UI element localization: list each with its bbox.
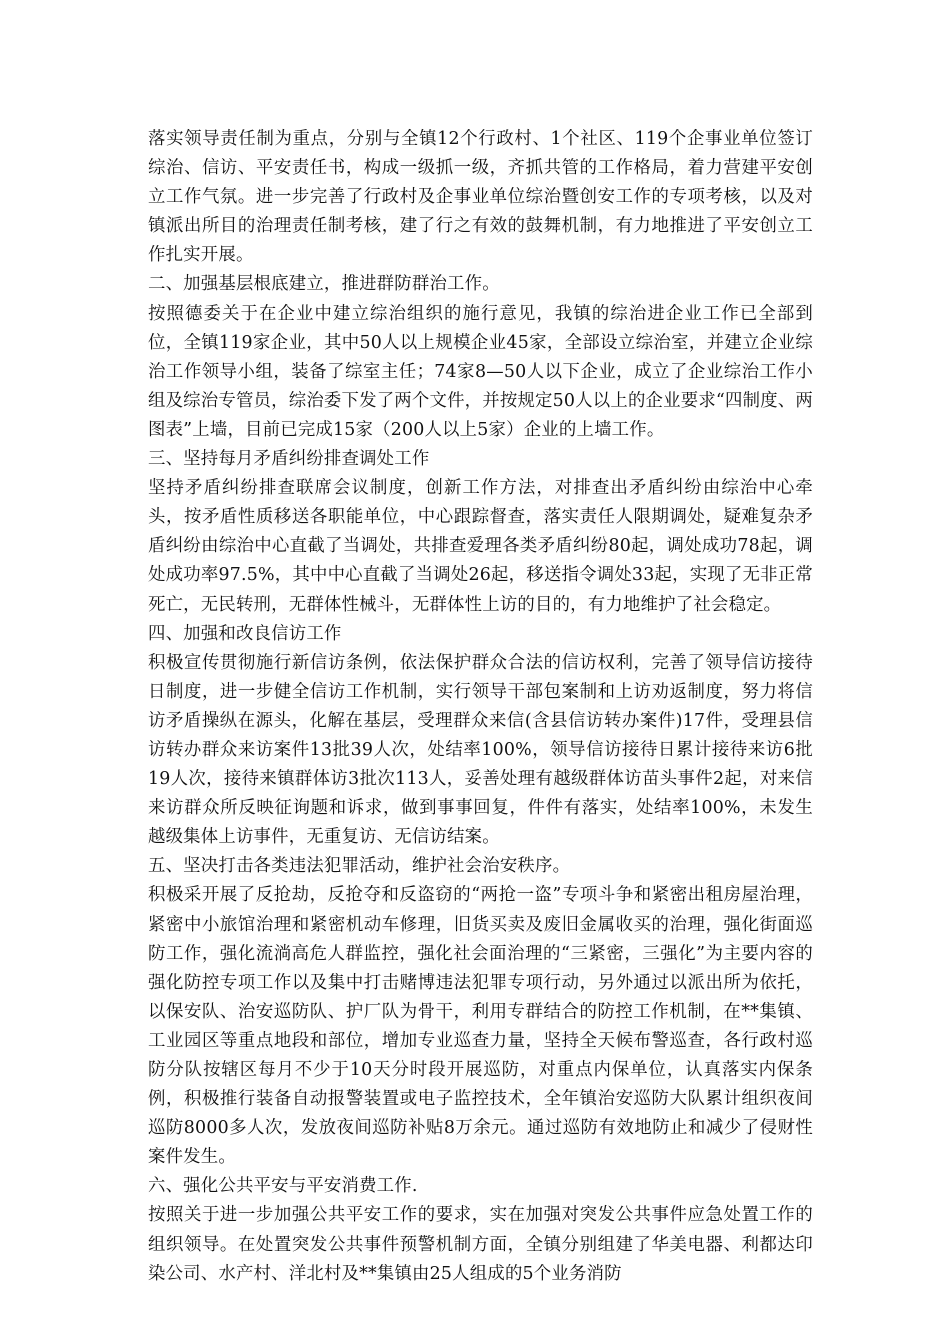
paragraph-responsibility: 落实领导责任制为重点，分别与全镇12个行政村、1个社区、119个企事业单位签订综治、信访、平安责任书，构成一级抓一级，齐抓共管的工作格局，着力营建平安创立工作气氛。进一步完善了行政村及企事业单位综治暨创安工作的专项考核，以及对镇派出所目的治理责任制考核，建了行之有效的鼓舞机制，有力地推进了平安创立工作扎实开展。 [148, 129, 813, 266]
section-heading-6: 六、强化公共平安与平安消费工作. [148, 1176, 418, 1197]
section-heading-5: 五、坚决打击各类违法犯罪活动，维护社会治安秩序。 [148, 856, 571, 877]
section-heading-4: 四、加强和改良信访工作 [148, 623, 342, 644]
paragraph-public-safety: 按照关于进一步加强公共平安工作的要求，实在加强对突发公共事件应急处置工作的组织领导。在处置突发公共事件预警机制方面，全镇分别组建了华美电器、利都达印染公司、水产村、洋北村及**集镇由25人组成的5个业务消防 [148, 1205, 813, 1284]
document-page [148, 125, 813, 1289]
section-heading-2: 二、加强基层根底建立，推进群防群治工作。 [148, 274, 500, 295]
paragraph-petition-work: 积极宣传贯彻施行新信访条例，依法保护群众合法的信访权利，完善了领导信访接待日制度，进一步健全信访工作机制，实行领导干部包案制和上访劝返制度，努力将信访矛盾操纵在源头，化解在基层，受理群众来信(含县信访转办案件)17件，受理县信访转办群众来访案件13批39人次，处结率100%，领导信访接待日累计接待来访6批19人次，接待来镇群体访3批次113人，妥善处理有越级群体访苗头事件2起，对来信来访群众所反映征询题和诉求，做到事事回复，件件有落实，处结率100%，未发生越级集体上访事件，无重复访、无信访结案。 [148, 652, 813, 848]
paragraph-dispute-resolution: 坚持矛盾纠纷排查联席会议制度，创新工作方法，对排查出矛盾纠纷由综治中心牵头，按矛盾性质移送各职能单位，中心跟踪督查，落实责任人限期调处，疑难复杂矛盾纠纷由综治中心直截了当调处，共排查爱理各类矛盾纠纷80起，调处成功78起，调处成功率97.5%，其中中心直截了当调处26起，移送指令调处33起，实现了无非正常死亡，无民转刑，无群体性械斗，无群体性上访的目的，有力地维护了社会稳定。 [148, 478, 813, 615]
paragraph-enterprise-safety: 按照德委关于在企业中建立综治组织的施行意见，我镇的综治进企业工作已全部到位，全镇119家企业，其中50人以上规模企业45家，全部设立综治室，并建立企业综治工作领导小组，装备了综室主任；74家8—50人以下企业，成立了企业综治工作小组及综治专管员，综治委下发了两个文件，并按规定50人以上的企业要求“四制度、两图表”上墙，目前已完成15家（200人以上5家）企业的上墙工作。 [148, 303, 813, 440]
section-heading-3: 三、坚持每月矛盾纠纷排查调处工作 [148, 449, 430, 470]
paragraph-crime-crackdown: 积极采开展了反抢劫，反抢夺和反盗窃的“两抢一盗”专项斗争和紧密出租房屋治理，紧密中小旅馆治理和紧密机动车修理，旧货买卖及废旧金属收买的治理，强化街面巡防工作，强化流淌高危人群监控，强化社会面治理的“三紧密，三强化”为主要内容的强化防控专项工作以及集中打击赌博违法犯罪专项行动，另外通过以派出所为依托，以保安队、治安巡防队、护厂队为骨干，利用专群结合的防控工作机制，在**集镇、工业园区等重点地段和部位，增加专业巡查力量，坚持全天候布警巡查，各行政村巡防分队按辖区每月不少于10天分时段开展巡防，对重点内保单位，认真落实内保条例，积极推行装备自动报警装置或电子监控技术，全年镇治安巡防大队累计组织夜间巡防8000多人次，发放夜间巡防补贴8万余元。通过巡防有效地防止和减少了侵财性案件发生。 [148, 885, 813, 1168]
